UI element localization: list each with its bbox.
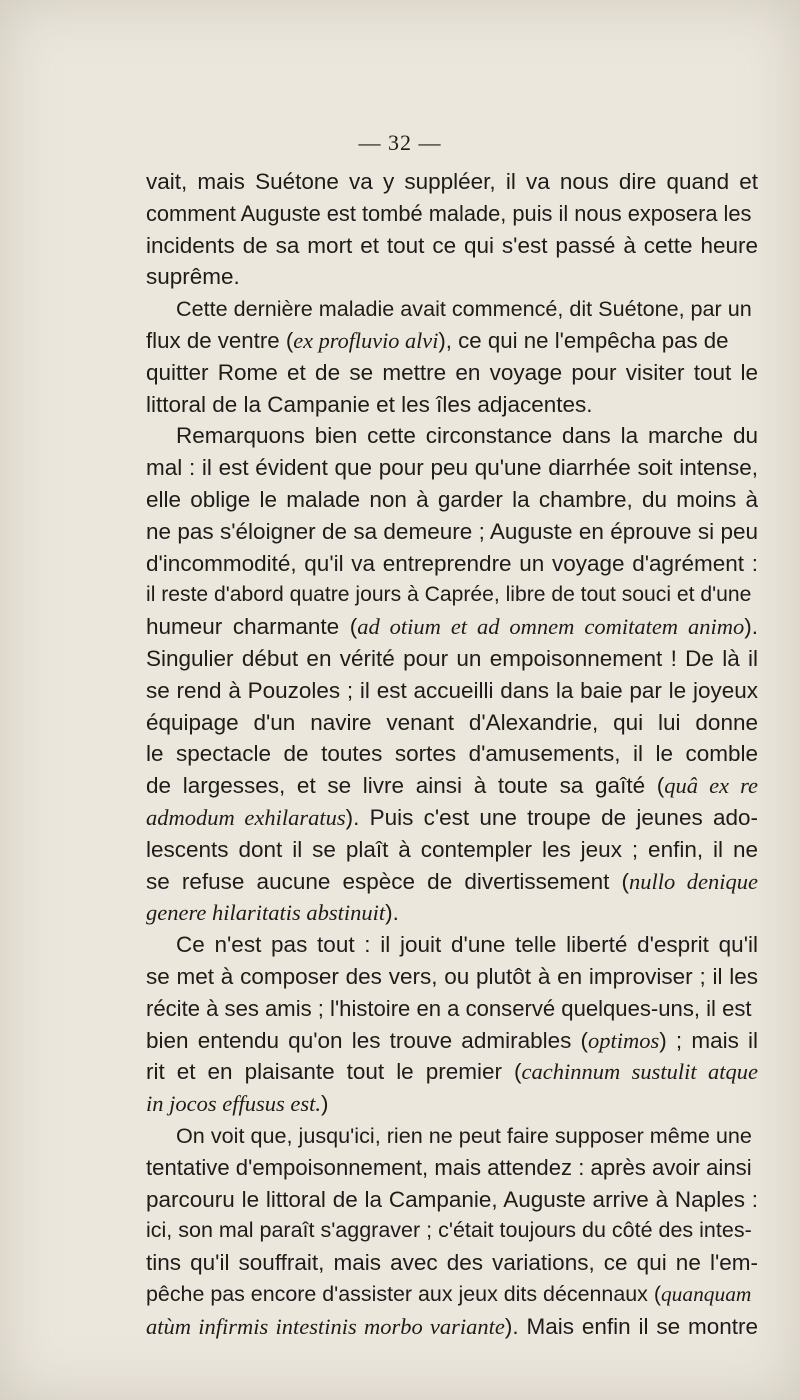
latin-quote: nullo denique <box>629 868 758 894</box>
text-line <box>146 261 758 293</box>
line-text: bien entendu qu'on les trouve admirables ( <box>146 1027 589 1053</box>
text-line <box>146 166 758 198</box>
text-line <box>146 1247 758 1279</box>
line-text: tentative d'empoisonnement, mais attendez : après avoir ainsi <box>146 1154 752 1180</box>
line-text-after: ). <box>744 614 758 640</box>
line-text: d'incommodité, qu'il va entreprendre un voyage d'agrément : <box>146 550 758 576</box>
text-line <box>146 929 758 961</box>
line-text: vait, mais Suétone va y suppléer, il va nous dire quand et <box>146 169 758 194</box>
text-line <box>146 993 758 1025</box>
text-line <box>146 230 758 262</box>
latin-quote: admodum exhilaratus <box>146 804 346 830</box>
line-text: parcouru le littoral de la Campanie, Auguste arrive à Naples : <box>146 1186 758 1212</box>
line-text: quitter Rome et de se mettre en voyage pour visiter tout le <box>146 359 758 385</box>
text-line <box>146 293 758 325</box>
text-line <box>146 1311 758 1343</box>
text-line <box>146 866 758 898</box>
text-line <box>146 643 758 675</box>
line-text: récite à ses amis ; l'histoire en a conservé quelques-uns, il est <box>146 995 752 1021</box>
line-text: de largesses, et se livre ainsi à toute sa gaîté ( <box>146 773 665 799</box>
latin-quote: quanquam <box>660 1281 752 1306</box>
line-text: se rend à Pouzoles ; il est accueilli dans la baie par le joyeux <box>146 677 758 703</box>
text-line <box>146 484 758 516</box>
line-text: flux de ventre ( <box>146 327 294 353</box>
line-text: mal : il est évident que pour peu qu'une diarrhée soit intense, <box>146 455 758 481</box>
line-text: suprême. <box>146 264 240 290</box>
text-line <box>146 834 758 866</box>
line-text-after: ). Mais enfin il se montre <box>504 1313 758 1339</box>
text-line <box>146 1215 758 1247</box>
body-text <box>146 166 758 1342</box>
text-line <box>146 1056 758 1088</box>
line-text: ici, son mal paraît s'aggraver ; c'était toujours du côté des intes- <box>146 1218 752 1243</box>
line-text: comment Auguste est tombé malade, puis il nous exposera les <box>146 200 752 226</box>
page-number: — 32 — <box>358 130 442 155</box>
text-line <box>146 611 758 643</box>
text-line <box>146 1025 758 1057</box>
line-text: Singulier début en vérité pour un empoisonnement ! De là il <box>146 645 758 671</box>
line-text: le spectacle de toutes sortes d'amusements, il le comble <box>146 741 758 767</box>
latin-quote: ex profluvio alvi <box>293 327 439 353</box>
line-text: littoral de la Campanie et les îles adjacentes. <box>146 391 593 417</box>
text-line <box>146 961 758 993</box>
line-text: elle oblige le malade non à garder la chambre, du moins à <box>146 486 758 512</box>
text-line <box>146 707 758 739</box>
line-text: équipage d'un navire venant d'Alexandrie, qui lui donne <box>146 709 758 735</box>
text-line <box>146 897 758 929</box>
line-text: rit et en plaisante tout le premier ( <box>146 1059 522 1085</box>
text-line <box>146 1088 758 1120</box>
text-line <box>146 357 758 389</box>
latin-quote: optimos <box>588 1027 660 1053</box>
line-text: incidents de sa mort et tout ce qui s'est passé à cette heure <box>146 232 758 258</box>
line-text-after: ) ; mais il <box>659 1027 758 1053</box>
line-text: se refuse aucune espèce de divertissement ( <box>146 868 630 894</box>
latin-quote: atùm infirmis intestinis morbo variante <box>146 1313 505 1339</box>
line-text-after: ). <box>385 900 399 926</box>
text-line <box>146 1152 758 1184</box>
text-line <box>146 452 758 484</box>
latin-quote: cachinnum sustulit atque <box>521 1059 758 1085</box>
text-line <box>146 516 758 548</box>
line-text: humeur charmante ( <box>146 614 358 640</box>
line-text: pêche pas encore d'assister aux jeux dits décennaux ( <box>146 1281 661 1306</box>
text-line <box>146 802 758 834</box>
line-text: lescents dont il se plaît à contempler les jeux ; enfin, il ne <box>146 836 758 862</box>
text-line <box>146 1120 758 1152</box>
line-text: On voit que, jusqu'ici, rien ne peut faire supposer même une <box>176 1122 752 1148</box>
line-text: Cette dernière maladie avait commencé, dit Suétone, par un <box>176 296 752 322</box>
latin-quote: genere hilaritatis abstinuit <box>146 900 386 926</box>
line-text-after: ) <box>321 1091 329 1117</box>
latin-quote: quâ ex re <box>664 773 758 799</box>
text-line <box>146 389 758 421</box>
text-line <box>146 579 758 611</box>
text-line <box>146 1184 758 1216</box>
text-line <box>146 1279 758 1311</box>
text-line <box>146 738 758 770</box>
line-text: Remarquons bien cette circonstance dans la marche du <box>176 423 758 449</box>
text-line <box>146 675 758 707</box>
line-text: se met à composer des vers, ou plutôt à en improviser ; il les <box>146 963 758 989</box>
text-line <box>146 770 758 802</box>
line-text: tins qu'il souffrait, mais avec des variations, ce qui ne l'em- <box>146 1250 758 1276</box>
line-text-after: ). Puis c'est une troupe de jeunes ado- <box>345 804 758 830</box>
latin-quote: ad otium et ad omnem comitatem animo <box>357 614 745 640</box>
text-line <box>146 325 758 357</box>
line-text: il reste d'abord quatre jours à Caprée, libre de tout souci et d'une <box>146 583 752 607</box>
latin-quote: in jocos effusus est. <box>146 1091 321 1117</box>
line-text: ne pas s'éloigner de sa demeure ; Auguste en éprouve si peu <box>146 518 758 544</box>
text-line <box>146 198 758 230</box>
line-text-after: ), ce qui ne l'empêcha pas de <box>438 327 729 353</box>
text-line <box>146 420 758 452</box>
text-line <box>146 548 758 580</box>
line-text: Ce n'est pas tout : il jouit d'une telle liberté d'esprit qu'il <box>176 932 758 958</box>
